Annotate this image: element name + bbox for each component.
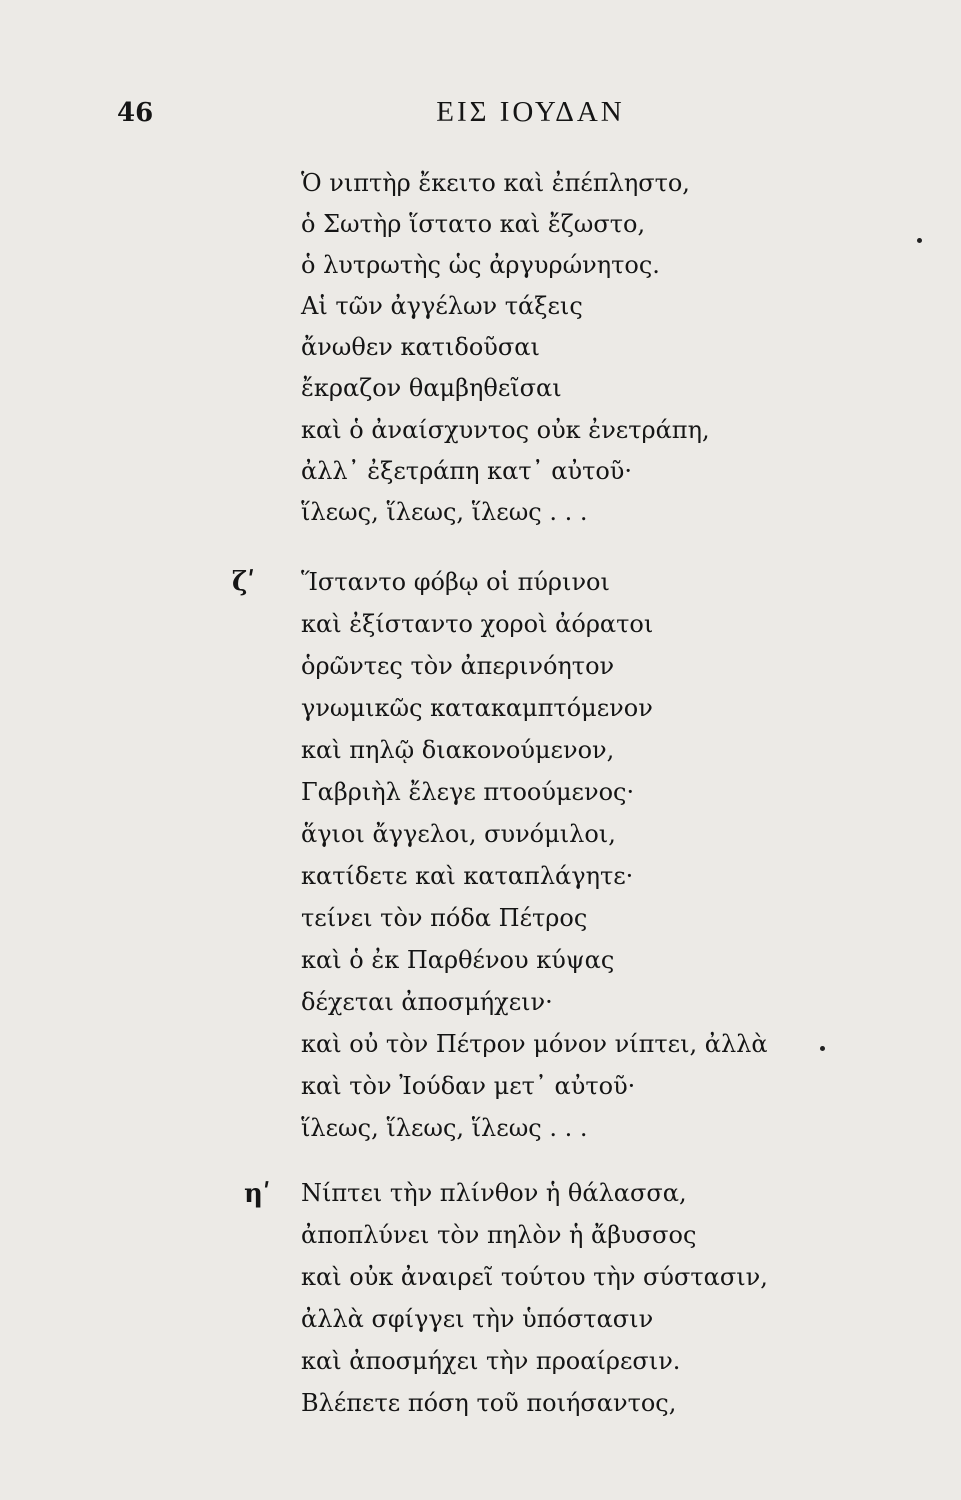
stanza-number: ζʹ [232, 567, 256, 597]
verse-line: ἀλλὰ σφίγγει τὴν ὑπόστασιν [301, 1305, 654, 1333]
print-speck [820, 1046, 825, 1051]
page-number: 46 [117, 98, 154, 128]
verse-line: ἵλεως, ἵλεως, ἵλεως . . . [301, 1114, 588, 1142]
verse-line: δέχεται ἀποσμήχειν· [301, 988, 553, 1016]
print-speck [917, 238, 922, 243]
verse-line: Αἱ τῶν ἀγγέλων τάξεις [301, 292, 583, 320]
verse-line: ὁ λυτρωτὴς ὡς ἀργυρώνητος. [301, 251, 660, 279]
verse-line: καὶ ὁ ἀναίσχυντος οὐκ ἐνετράπη, [301, 416, 710, 444]
verse-line: ὁ Σωτὴρ ἵστατο καὶ ἔζωστο, [301, 210, 646, 238]
verse-line: Ἵσταντο φόβῳ οἱ πύρινοι [301, 568, 610, 596]
verse-line: Νίπτει τὴν πλίνθον ἡ θάλασσα, [301, 1179, 687, 1207]
verse-line: καὶ ἐξίσταντο χοροὶ ἀόρατοι [301, 610, 654, 638]
verse-line: ἔκραζον θαμβηθεῖσαι [301, 374, 562, 402]
verse-line: γνωμικῶς κατακαμπτόμενον [301, 694, 653, 722]
verse-line: Γαβριὴλ ἔλεγε πτοούμενος· [301, 778, 635, 806]
stanza-number: ηʹ [244, 1179, 271, 1209]
verse-line: Βλέπετε πόση τοῦ ποιήσαντος, [301, 1389, 677, 1417]
verse-line: ὁρῶντες τὸν ἀπερινόητον [301, 652, 615, 680]
verse-line: ἀλλ᾿ ἐξετράπη κατ᾿ αὐτοῦ· [301, 457, 633, 485]
running-head: ΕΙΣ ΙΟΥΔΑΝ [436, 96, 625, 128]
verse-line: καὶ οὐ τὸν Πέτρον μόνον νίπτει, ἀλλὰ [301, 1030, 768, 1058]
verse-line: καὶ τὸν Ἰούδαν μετ᾿ αὐτοῦ· [301, 1072, 636, 1100]
verse-line: καὶ ἀποσμήχει τὴν προαίρεσιν. [301, 1347, 681, 1375]
verse-line: Ὁ νιπτὴρ ἔκειτο καὶ ἐπέπληστο, [301, 169, 690, 197]
verse-line: ἀποπλύνει τὸν πηλὸν ἡ ἄβυσσος [301, 1221, 697, 1249]
verse-line: τείνει τὸν πόδα Πέτρος [301, 904, 588, 932]
verse-line: ἅγιοι ἄγγελοι, συνόμιλοι, [301, 820, 616, 848]
verse-line: κατίδετε καὶ καταπλάγητε· [301, 862, 634, 890]
verse-line: καὶ ὁ ἐκ Παρθένου κύψας [301, 946, 615, 974]
verse-line: ἵλεως, ἵλεως, ἵλεως . . . [301, 498, 588, 526]
verse-line: καὶ οὐκ ἀναιρεῖ τούτου τὴν σύστασιν, [301, 1263, 768, 1291]
verse-line: καὶ πηλῷ διακονούμενον, [301, 736, 615, 764]
verse-line: ἄνωθεν κατιδοῦσαι [301, 333, 540, 361]
